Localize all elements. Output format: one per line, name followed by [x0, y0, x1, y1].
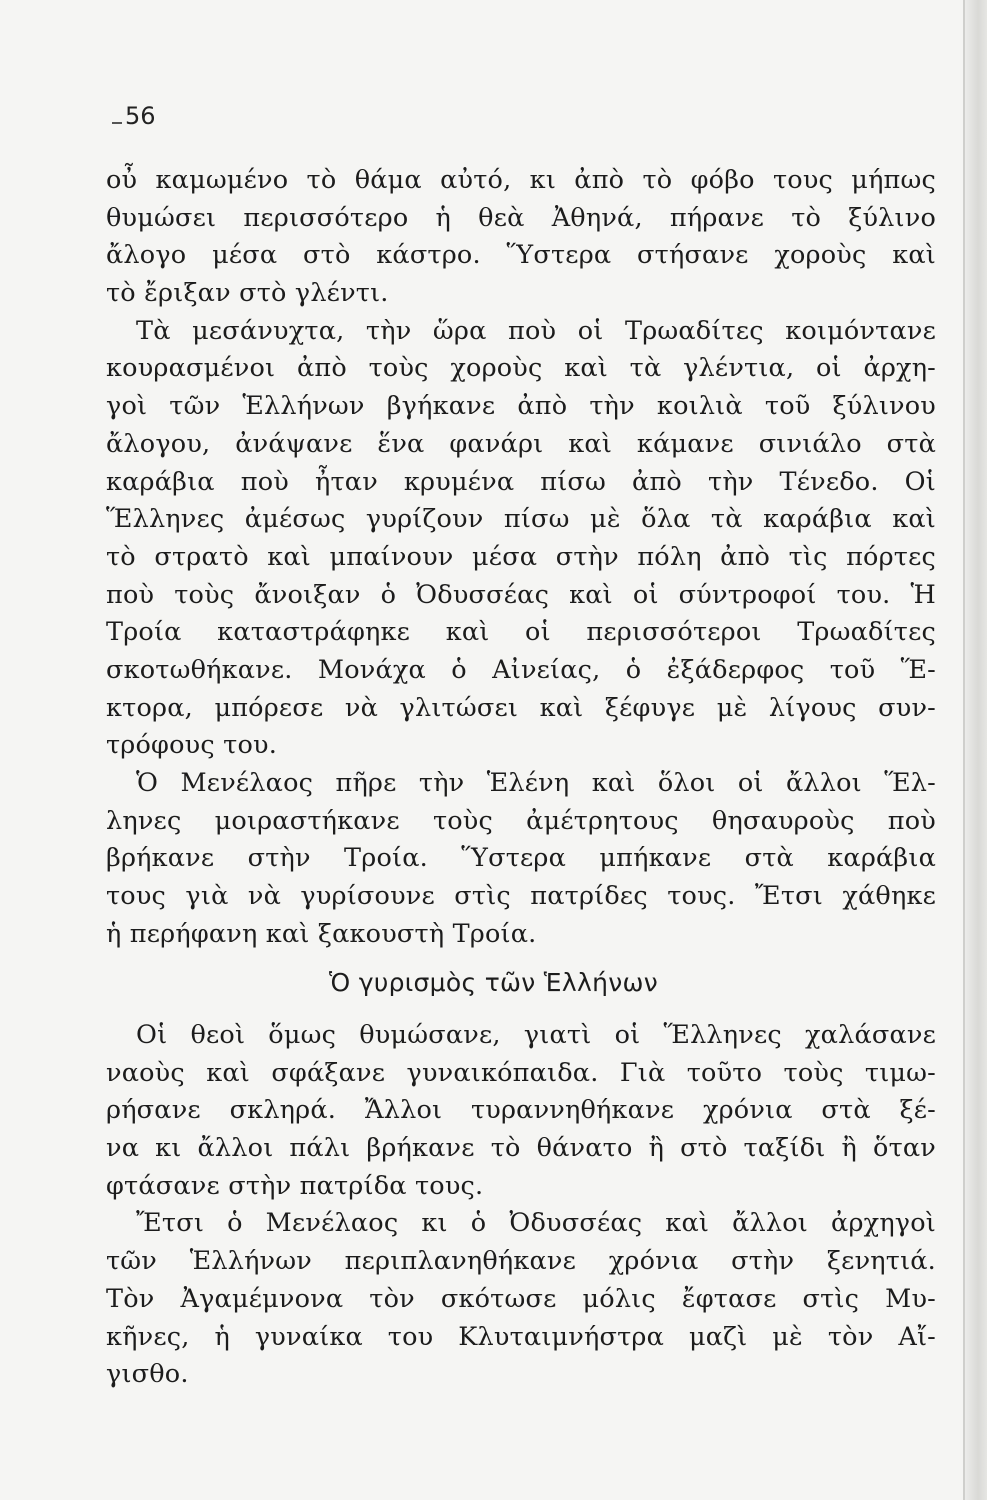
text-line: γισθο.: [106, 1359, 189, 1390]
text-line: καράβια ποὺ ἦταν κρυμένα πίσω ἀπὸ τὴν Τένεδο. Οἱ: [106, 466, 936, 497]
text-line: Ὁ Μενέλαος πῆρε τὴν Ἑλένη καὶ ὅλοι οἱ ἄλλοι Ἕλ-: [136, 768, 936, 798]
text-line: φτάσανε στὴν πατρίδα τους.: [106, 1170, 484, 1201]
text-line: ναοὺς καὶ σφάξανε γυναικόπαιδα. Γιὰ τοῦτο τοὺς τιμω-: [106, 1057, 936, 1088]
body-text-section-1: [106, 162, 936, 953]
text-line: ρήσανε σκληρά. Ἄλλοι τυραννηθήκανε χρόνια στὰ ξέ-: [106, 1095, 936, 1126]
text-line: Τὸν Ἀγαμέμνονα τὸν σκότωσε μόλις ἔφτασε στὶς Μυ-: [106, 1283, 936, 1314]
text-line: τρόφους του.: [106, 730, 278, 761]
text-line: ποὺ τοὺς ἄνοιξαν ὁ Ὀδυσσέας καὶ οἱ σύντροφοί του. Ἡ: [106, 579, 936, 610]
text-line: Ἕλληνες ἀμέσως γυρίζουν πίσω μὲ ὅλα τὰ καράβια καὶ: [106, 504, 936, 535]
text-line: Τροία καταστράφηκε καὶ οἱ περισσότεροι Τρωαδίτες: [106, 617, 936, 648]
text-line: τὸ ἔριξαν στὸ γλέντι.: [106, 278, 389, 309]
page-number-dash: [112, 122, 122, 124]
section-heading: Ὁ γυρισμὸς τῶν Ἑλλήνων: [329, 968, 658, 997]
text-line: τους γιὰ νὰ γυρίσουνε στὶς πατρίδες τους. Ἔτσι χάθηκε: [106, 881, 936, 912]
text-line: Τὰ μεσάνυχτα, τὴν ὥρα ποὺ οἱ Τρωαδίτες κοιμόντανε: [136, 315, 936, 346]
text-line: κῆνες, ἡ γυναίκα του Κλυταιμνήστρα μαζὶ μὲ τὸν Αἴ-: [106, 1321, 936, 1352]
text-line: οὖ καμωμένο τὸ θάμα αὐτό, κι ἀπὸ τὸ φόβο τους μήπως: [106, 165, 936, 195]
text-line: τὸ στρατὸ καὶ μπαίνουν μέσα στὴν πόλη ἀπὸ τὶς πόρτες: [106, 541, 936, 572]
body-text-section-2: [106, 1017, 936, 1394]
text-line: ληνες μοιραστήκανε τοὺς ἀμέτρητους θησαυροὺς ποὺ: [106, 805, 936, 836]
text-line: γοὶ τῶν Ἑλλήνων βγήκανε ἀπὸ τὴν κοιλιὰ τοῦ ξύλινου: [106, 391, 936, 422]
text-line: σκοτωθήκανε. Μονάχα ὁ Αἰνείας, ὁ ἐξάδερφος τοῦ Ἕ-: [106, 654, 936, 685]
text-line: τῶν Ἑλλήνων περιπλανηθήκανε χρόνια στὴν ξενητιά.: [106, 1246, 936, 1277]
text-line: ἄλογου, ἀνάψανε ἕνα φανάρι καὶ κάμανε σινιάλο στὰ: [106, 428, 936, 459]
text-line: να κι ἄλλοι πάλι βρήκανε τὸ θάνατο ἢ στὸ ταξίδι ἢ ὅταν: [106, 1133, 936, 1164]
page-edge-shadow: [963, 0, 987, 1500]
text-line: κουρασμένοι ἀπὸ τοὺς χοροὺς καὶ τὰ γλέντια, οἱ ἀρχη-: [106, 353, 936, 384]
text-line: κτορα, μπόρεσε νὰ γλιτώσει καὶ ξέφυγε μὲ λίγους συν-: [106, 692, 936, 723]
text-line: Οἱ θεοὶ ὅμως θυμώσανε, γιατὶ οἱ Ἕλληνες χαλάσανε: [136, 1020, 936, 1050]
text-line: ἡ περήφανη καὶ ξακουστὴ Τροία.: [106, 918, 537, 949]
text-line: ἄλογο μέσα στὸ κάστρο. Ὕστερα στήσανε χοροὺς καὶ: [106, 240, 936, 271]
text-line: θυμώσει περισσότερο ἡ θεὰ Ἀθηνά, πήρανε τὸ ξύλινο: [106, 202, 936, 233]
text-line: Ἔτσι ὁ Μενέλαος κι ὁ Ὀδυσσέας καὶ ἄλλοι ἀρχηγοὶ: [136, 1208, 936, 1239]
page-number: 56: [125, 102, 156, 130]
text-line: βρήκανε στὴν Τροία. Ὕστερα μπήκανε στὰ καράβια: [106, 843, 936, 874]
